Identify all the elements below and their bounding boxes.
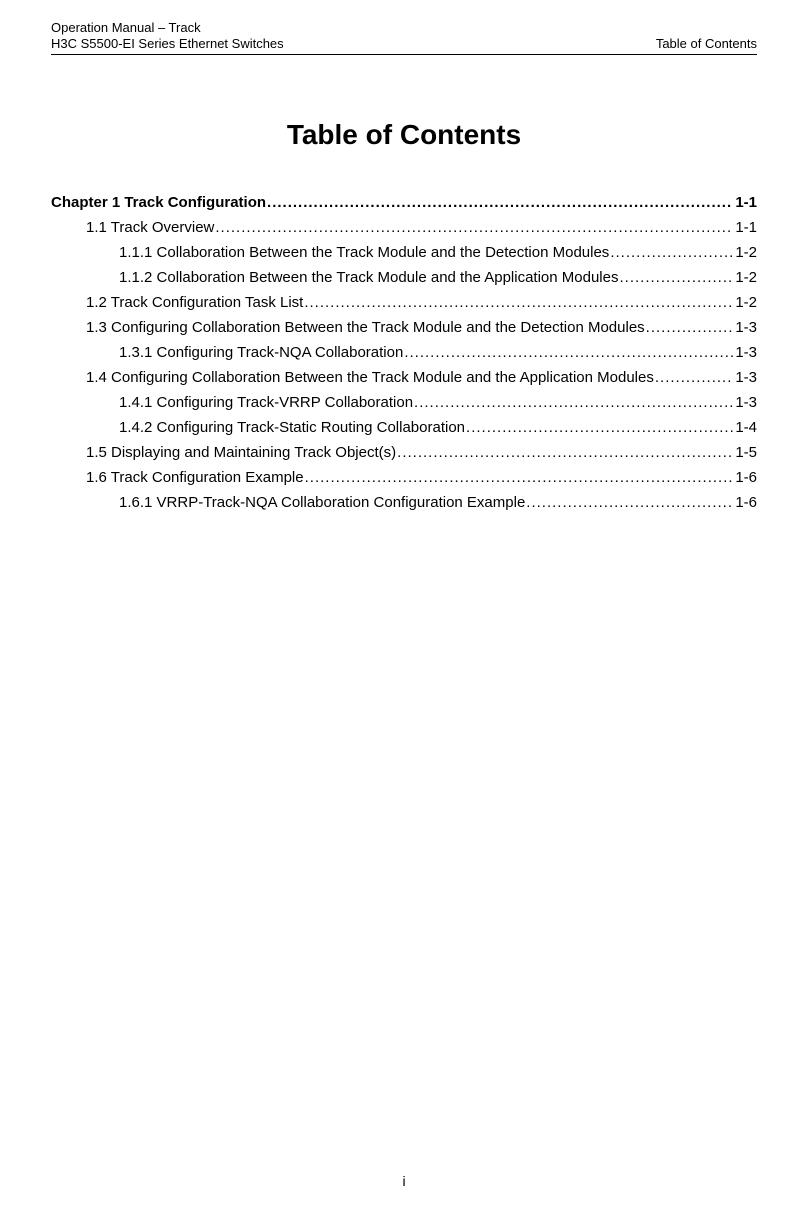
toc-dot-leader	[610, 240, 733, 265]
toc-entry-label: 1.4.1 Configuring Track-VRRP Collaboration	[119, 394, 414, 411]
toc-page-number: 1-5	[735, 444, 757, 461]
toc-dot-leader	[215, 215, 733, 240]
toc-page-number: 1-3	[735, 369, 757, 386]
toc-entry[interactable]	[51, 390, 757, 415]
toc-entry[interactable]	[51, 215, 757, 240]
toc-dot-leader	[267, 190, 733, 215]
toc-entry-label: Chapter 1 Track Configuration	[51, 194, 267, 211]
toc-page-number: 1-4	[735, 419, 757, 436]
header-section-name: Table of Contents	[655, 36, 757, 51]
toc-page-number: 1-1	[735, 194, 757, 211]
toc-entry[interactable]	[51, 265, 757, 290]
toc-page-number: 1-3	[735, 394, 757, 411]
header-manual-title: Operation Manual – Track	[51, 20, 201, 35]
toc-page-number: 1-6	[735, 494, 757, 511]
toc-entry-label: 1.5 Displaying and Maintaining Track Object(s)	[86, 444, 397, 461]
toc-dot-leader	[619, 265, 733, 290]
header-product-name: H3C S5500-EI Series Ethernet Switches	[51, 36, 284, 51]
toc-dot-leader	[404, 340, 733, 365]
toc-dot-leader	[655, 365, 733, 390]
page-title: Table of Contents	[286, 119, 522, 150]
page-number: i	[402, 1173, 406, 1189]
toc-page-number: 1-2	[735, 269, 757, 286]
toc-page-number: 1-6	[735, 469, 757, 486]
toc-entry-label: 1.1 Track Overview	[86, 219, 215, 236]
toc-dot-leader	[397, 440, 733, 465]
toc-entry[interactable]	[51, 240, 757, 265]
toc-dot-leader	[526, 490, 733, 515]
toc-entry-label: 1.2 Track Configuration Task List	[86, 294, 304, 311]
toc-page-number: 1-2	[735, 244, 757, 261]
toc-dot-leader	[305, 465, 734, 490]
toc-entry-label: 1.1.2 Collaboration Between the Track Module and the Application Modules	[119, 269, 619, 286]
toc-page-number: 1-3	[735, 344, 757, 361]
toc-entry[interactable]	[51, 315, 757, 340]
table-of-contents	[51, 190, 757, 515]
toc-entry-label: 1.3.1 Configuring Track-NQA Collaboration	[119, 344, 404, 361]
toc-dot-leader	[304, 290, 733, 315]
toc-entry-label: 1.1.1 Collaboration Between the Track Module and the Detection Modules	[119, 244, 610, 261]
toc-page-number: 1-3	[735, 319, 757, 336]
toc-entry[interactable]	[51, 440, 757, 465]
toc-entry-label: 1.4.2 Configuring Track-Static Routing Collaboration	[119, 419, 466, 436]
page-header	[51, 19, 757, 55]
toc-page-number: 1-2	[735, 294, 757, 311]
toc-page-number: 1-1	[735, 219, 757, 236]
toc-entry[interactable]	[51, 465, 757, 490]
toc-entry[interactable]	[51, 340, 757, 365]
toc-entry-label: 1.6.1 VRRP-Track-NQA Collaboration Configuration Example	[119, 494, 526, 511]
toc-entry[interactable]	[51, 365, 757, 390]
toc-entry-label: 1.6 Track Configuration Example	[86, 469, 304, 486]
toc-entry[interactable]	[51, 415, 757, 440]
toc-entry-label: 1.4 Configuring Collaboration Between the Track Module and the Application Modules	[86, 369, 654, 386]
toc-entry[interactable]	[51, 190, 757, 215]
toc-dot-leader	[466, 415, 733, 440]
toc-entry[interactable]	[51, 490, 757, 515]
toc-dot-leader	[414, 390, 733, 415]
toc-dot-leader	[646, 315, 734, 340]
toc-entry-label: 1.3 Configuring Collaboration Between the Track Module and the Detection Modules	[86, 319, 645, 336]
toc-entry[interactable]	[51, 290, 757, 315]
